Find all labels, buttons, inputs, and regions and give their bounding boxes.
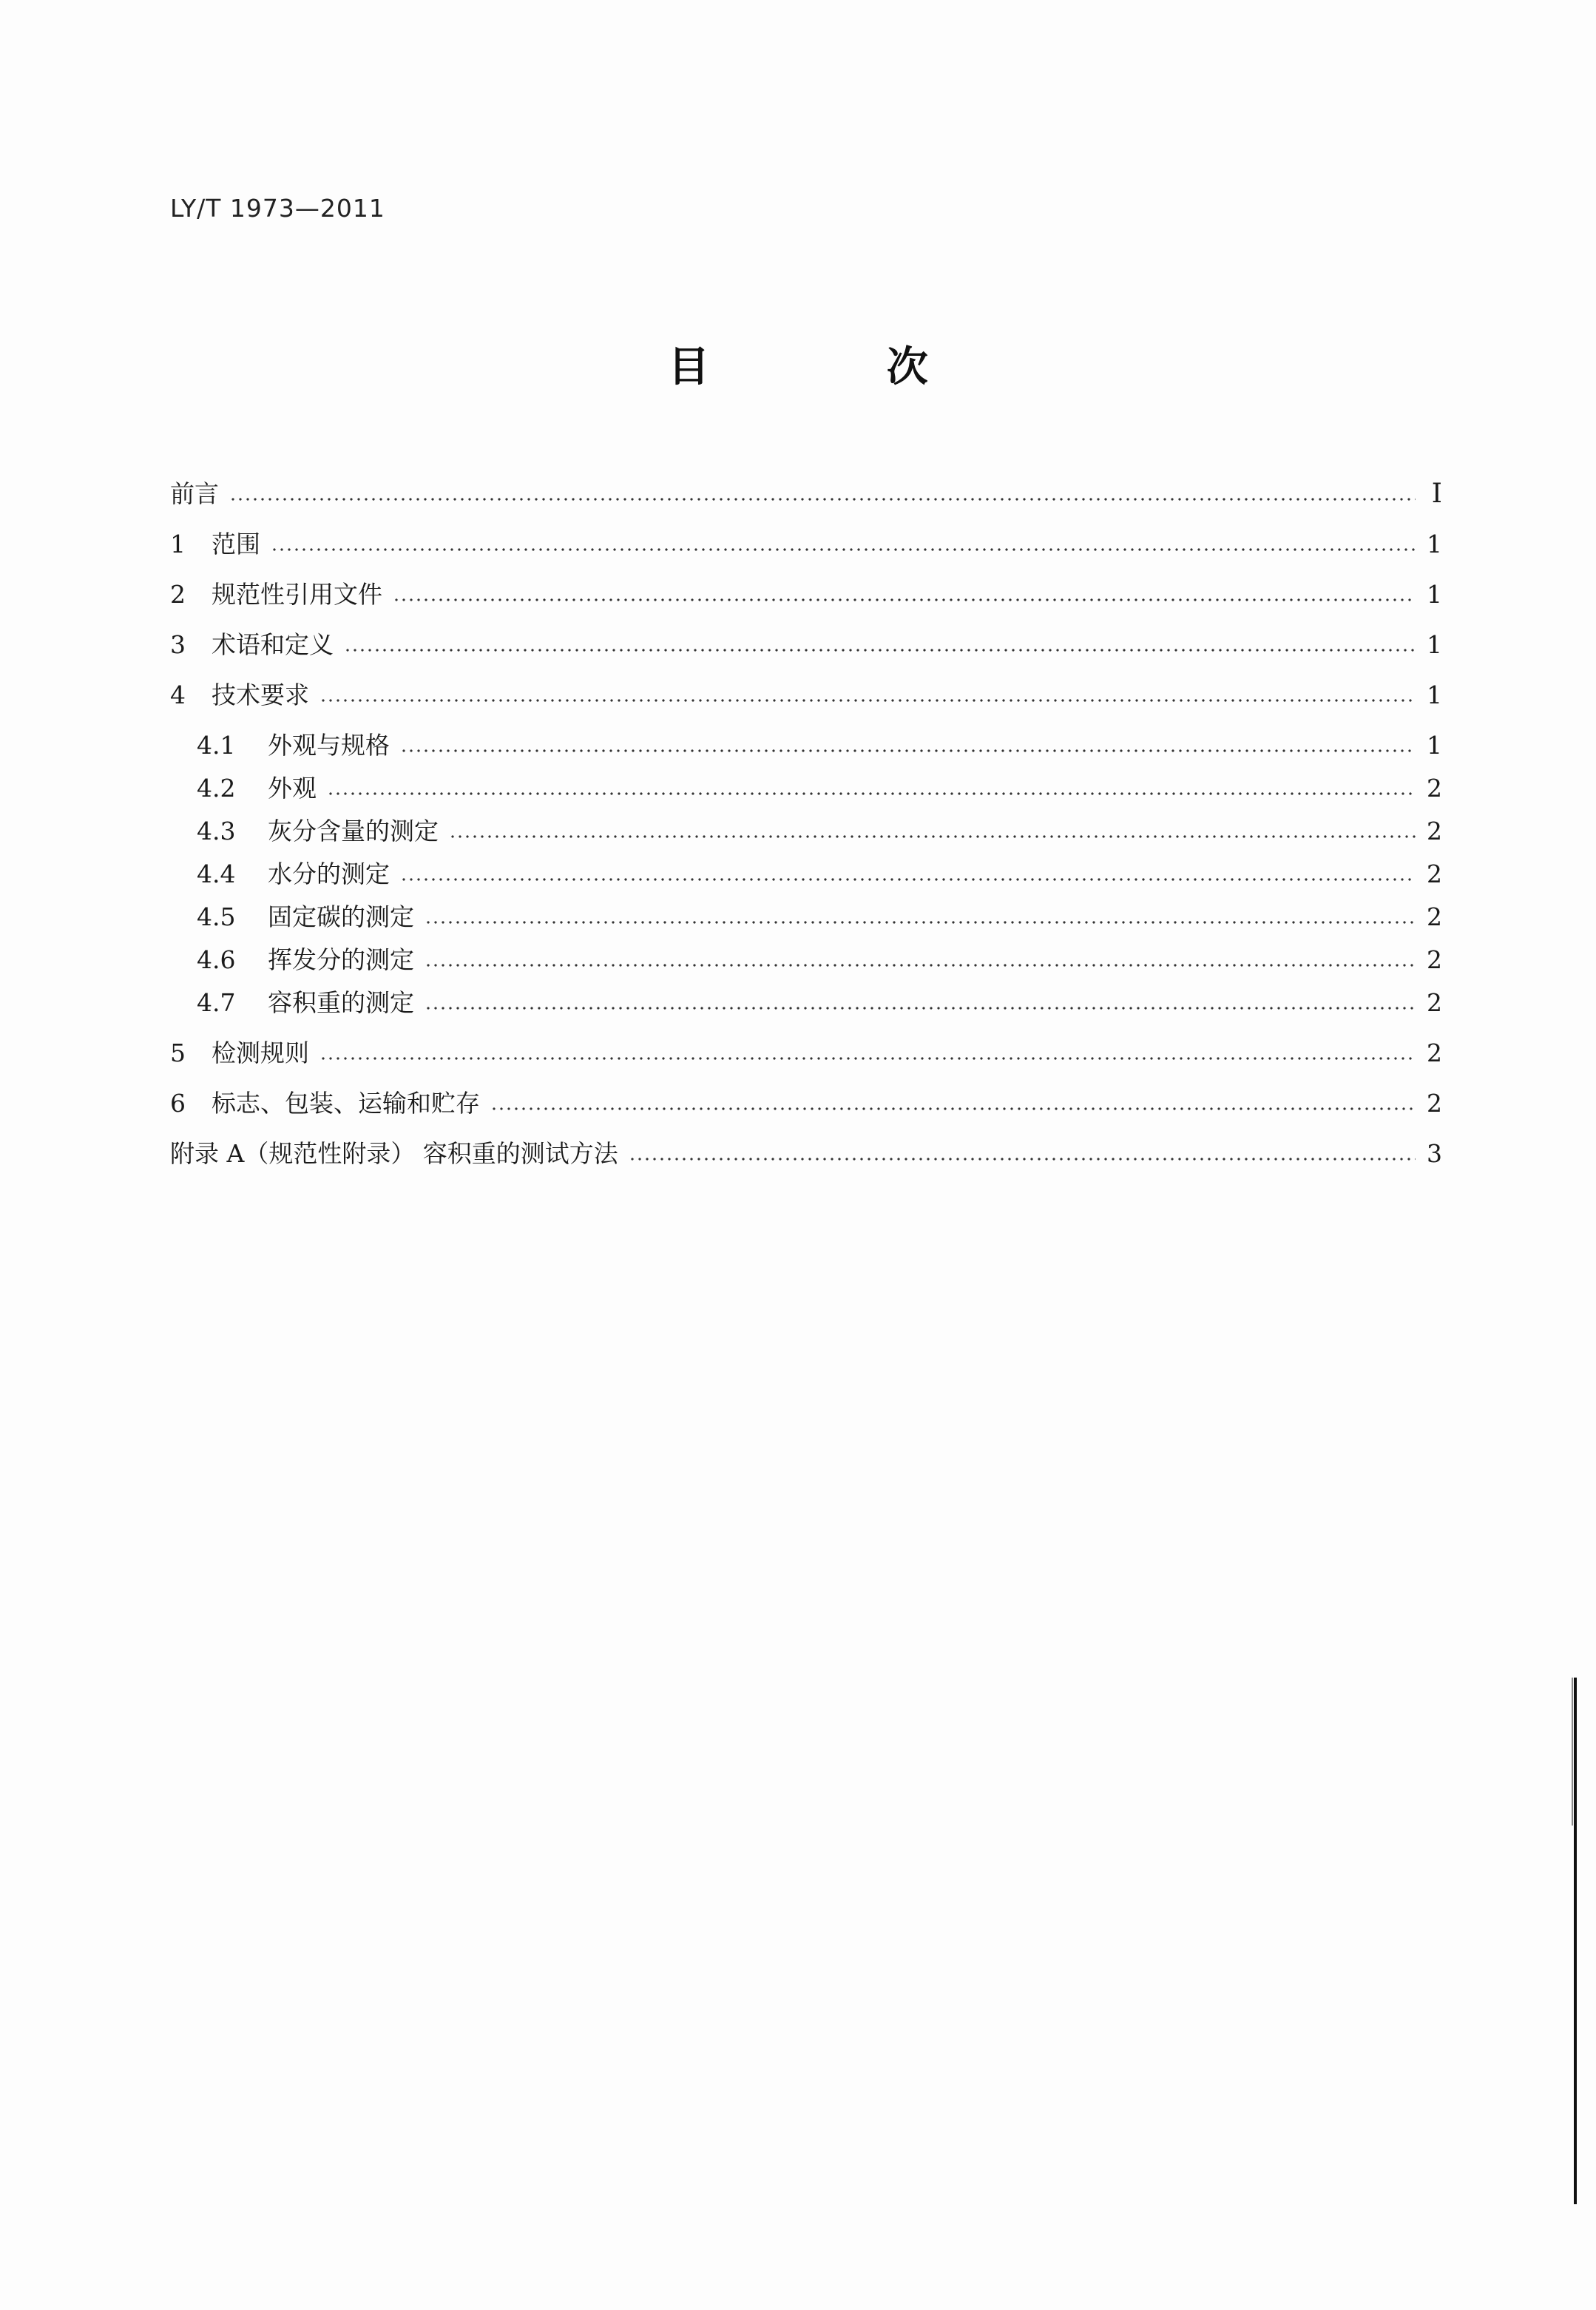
toc-entry-page: 2 <box>1427 988 1442 1017</box>
toc-entry-scope[interactable] <box>170 527 1442 562</box>
toc-entry-number: 4.4 <box>197 860 236 888</box>
toc-entry-marking-packaging[interactable] <box>170 1086 1442 1121</box>
toc-entry-label: 挥发分的测定 <box>268 945 414 974</box>
dot-leader <box>319 699 1416 702</box>
toc-entry-page: 1 <box>1427 630 1442 659</box>
standard-code: LY/T 1973—2011 <box>170 194 385 223</box>
toc-entry-number: 3 <box>170 630 186 659</box>
toc-entry-4-7[interactable] <box>170 985 1442 1021</box>
toc-entry-label: 技术要求 <box>212 680 309 709</box>
toc-entry-foreword[interactable] <box>170 476 1442 512</box>
dot-leader <box>271 548 1416 551</box>
dot-leader <box>425 964 1416 967</box>
toc-entry-page: 2 <box>1427 1039 1442 1067</box>
dot-leader <box>425 1007 1416 1010</box>
toc-entry-page: 2 <box>1427 945 1442 974</box>
dot-leader <box>490 1107 1416 1110</box>
toc-entry-4-4[interactable] <box>170 857 1442 892</box>
toc-entry-page: 1 <box>1427 580 1442 609</box>
toc-entry-technical-requirements[interactable] <box>170 678 1442 713</box>
toc-entry-label: 检测规则 <box>212 1039 309 1067</box>
toc-entry-number: 4.6 <box>197 945 236 974</box>
toc-entry-page: 2 <box>1427 860 1442 888</box>
toc-entry-number: 4.3 <box>197 817 236 845</box>
toc-entry-4-6[interactable] <box>170 942 1442 978</box>
toc-entry-label: 灰分含量的测定 <box>268 817 439 845</box>
toc-entry-4-3[interactable] <box>170 814 1442 849</box>
toc-entry-page: 1 <box>1427 731 1442 760</box>
dot-leader <box>327 792 1416 795</box>
dot-leader <box>229 498 1416 501</box>
toc-entry-page: 2 <box>1427 817 1442 845</box>
toc-entry-inspection-rules[interactable] <box>170 1036 1442 1071</box>
toc-entry-4-1[interactable] <box>170 728 1442 763</box>
toc-entry-label: 范围 <box>212 530 260 558</box>
toc-entry-number: 6 <box>170 1089 186 1118</box>
toc-entry-page: I <box>1431 479 1442 509</box>
dot-leader <box>425 921 1416 924</box>
toc-entry-page: 1 <box>1427 530 1442 558</box>
toc-entry-label: 标志、包装、运输和贮存 <box>212 1089 480 1118</box>
toc-entry-label: 附录 A（规范性附录） 容积重的测试方法 <box>170 1139 618 1168</box>
dot-leader <box>400 878 1416 881</box>
toc-entry-page: 1 <box>1427 680 1442 709</box>
dot-leader <box>344 649 1416 652</box>
toc-title: 目 次 <box>668 343 1010 391</box>
toc-entry-terms-definitions[interactable] <box>170 627 1442 663</box>
toc-entry-label: 容积重的测定 <box>268 988 414 1017</box>
toc-entry-label: 水分的测定 <box>268 860 390 888</box>
toc-entry-page: 3 <box>1427 1139 1442 1168</box>
dot-leader <box>393 598 1416 601</box>
dot-leader <box>449 835 1416 838</box>
toc-entry-number: 4 <box>170 680 186 709</box>
toc-entry-page: 2 <box>1427 1089 1442 1118</box>
toc-entry-label: 固定碳的测定 <box>268 902 414 931</box>
toc-entry-number: 2 <box>170 580 186 609</box>
toc-entry-label: 规范性引用文件 <box>212 580 382 609</box>
toc-entry-number: 4.5 <box>197 902 236 931</box>
toc-entry-label: 外观 <box>268 774 317 803</box>
toc-entry-number: 1 <box>170 530 186 558</box>
dot-leader <box>629 1158 1416 1161</box>
dot-leader <box>319 1057 1416 1060</box>
toc-entry-page: 2 <box>1427 774 1442 803</box>
scan-edge-line <box>1574 1678 1577 2204</box>
dot-leader <box>400 749 1416 752</box>
toc-entry-number: 4.7 <box>197 988 236 1017</box>
toc-entry-4-2[interactable] <box>170 771 1442 806</box>
scan-edge-mark <box>1572 1678 1573 1826</box>
toc-entry-number: 4.1 <box>197 731 236 760</box>
toc-entry-number: 4.2 <box>197 774 236 803</box>
toc-entry-label: 术语和定义 <box>212 630 334 659</box>
toc-entry-page: 2 <box>1427 902 1442 931</box>
toc-entry-label: 外观与规格 <box>268 731 390 760</box>
toc-entry-annex-a[interactable] <box>170 1136 1442 1172</box>
toc-entry-normative-references[interactable] <box>170 577 1442 612</box>
toc-entry-label: 前言 <box>170 479 219 508</box>
toc-entry-4-5[interactable] <box>170 899 1442 935</box>
toc-entry-number: 5 <box>170 1039 186 1067</box>
